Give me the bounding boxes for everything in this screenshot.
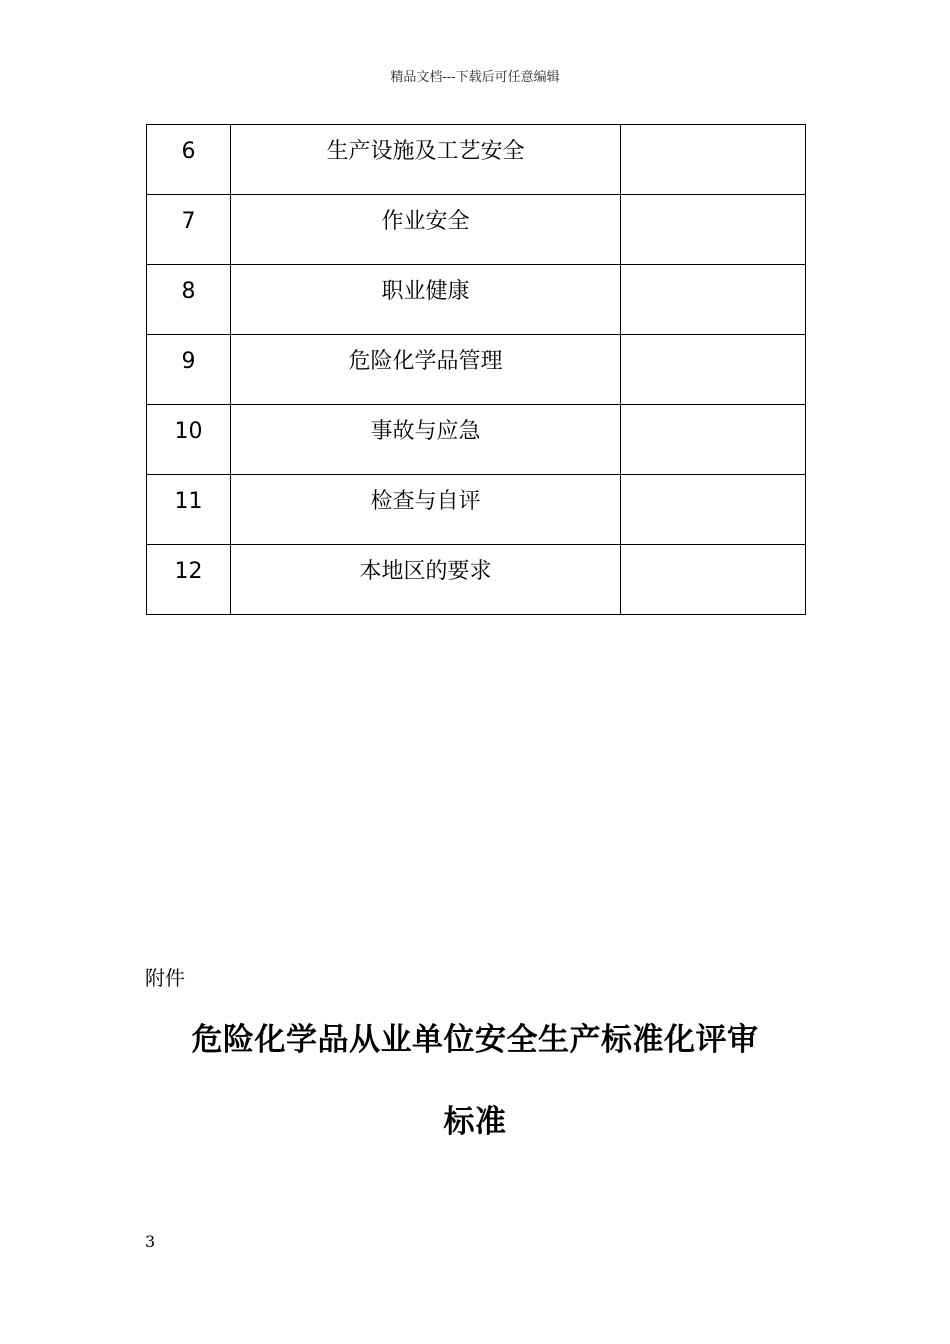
items-table <box>146 124 806 615</box>
row-remark <box>621 195 806 265</box>
row-remark <box>621 265 806 335</box>
row-remark <box>621 475 806 545</box>
row-number: 12 <box>147 545 231 615</box>
row-number: 9 <box>147 335 231 405</box>
document-title-line-1: 危险化学品从业单位安全生产标准化评审 <box>191 1022 759 1058</box>
row-remark <box>621 545 806 615</box>
row-name: 职业健康 <box>231 265 621 335</box>
row-name: 本地区的要求 <box>231 545 621 615</box>
row-remark <box>621 125 806 195</box>
table-row <box>147 195 806 265</box>
document-title-line-2: 标准 <box>443 1104 507 1140</box>
table-row <box>147 405 806 475</box>
row-number: 11 <box>147 475 231 545</box>
row-name: 事故与应急 <box>231 405 621 475</box>
row-name: 检查与自评 <box>231 475 621 545</box>
table-row <box>147 545 806 615</box>
table-row <box>147 265 806 335</box>
row-number: 10 <box>147 405 231 475</box>
table-row <box>147 125 806 195</box>
page-header: 精品文档---下载后可任意编辑 <box>390 70 560 85</box>
row-remark <box>621 335 806 405</box>
row-number: 7 <box>147 195 231 265</box>
row-remark <box>621 405 806 475</box>
table-row <box>147 335 806 405</box>
row-number: 8 <box>147 265 231 335</box>
row-name: 作业安全 <box>231 195 621 265</box>
table-row <box>147 475 806 545</box>
page-number: 3 <box>145 1232 156 1251</box>
row-name: 危险化学品管理 <box>231 335 621 405</box>
attachment-label: 附件 <box>145 966 185 990</box>
row-number: 6 <box>147 125 231 195</box>
row-name: 生产设施及工艺安全 <box>231 125 621 195</box>
